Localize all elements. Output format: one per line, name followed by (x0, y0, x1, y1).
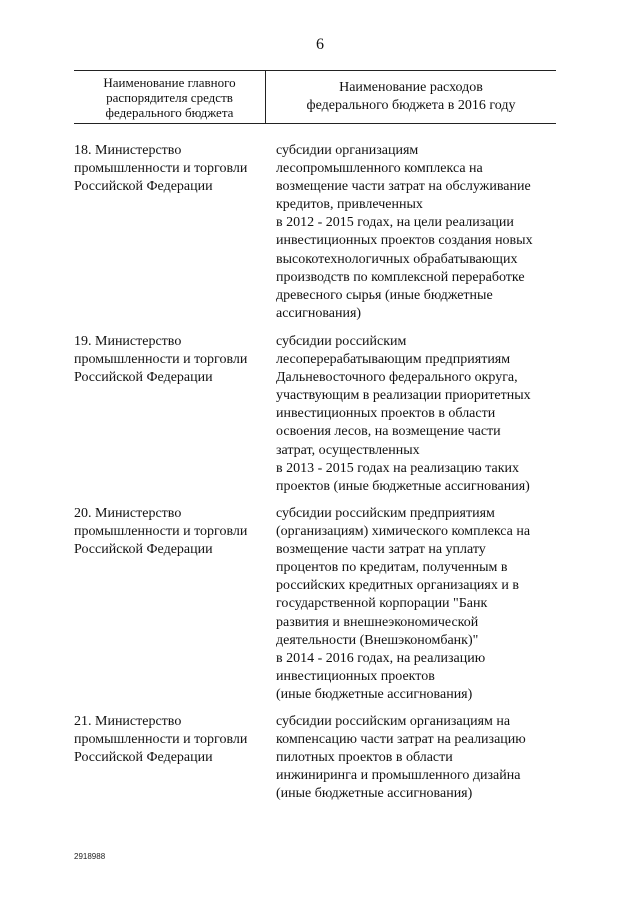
page-number: 6 (316, 36, 324, 53)
expense-description: субсидии российским лесоперерабатывающим предприятиям Дальневосточного федерального округа, участвующим в реализации приоритетных инвестиционных проектов в области освоения лесов, на возмещение части затрат, осуществленных в 2013 - 2015 годах на реализацию таких проектов (иные бюджетные ассигнования) (276, 334, 531, 494)
ministry-name: 19. Министерство промышленности и торговли Российской Федерации (74, 334, 248, 385)
header-column-expenses: Наименование расходов федерального бюджета в 2016 году (306, 80, 516, 113)
ministry-name: 18. Министерство промышленности и торговли Российской Федерации (74, 143, 248, 194)
document-code: 2918988 (74, 852, 106, 861)
table-header (74, 70, 556, 124)
ministry-name: 20. Министерство промышленности и торговли Российской Федерации (74, 506, 248, 557)
ministry-name: 21. Министерство промышленности и торговли Российской Федерации (74, 714, 248, 765)
header-column-distributor: Наименование главного распорядителя средств федерального бюджета (103, 74, 236, 120)
expense-description: субсидии российским организациям на компенсацию части затрат на реализацию пилотных проектов в области инжиниринга и промышленного дизайна (иные бюджетные ассигнования) (276, 714, 526, 802)
expense-description: субсидии российским предприятиям (организациям) химического комплекса на возмещение части затрат на уплату процентов по кредитам, полученным в российских кредитных организациях и в государственной корпорации "Банк развития и внешнеэкономической деятельности (Внешэкономбанк)" в 2014 - 2016 годах, на реализацию инвестиционных проектов (иные бюджетные ассигнования) (276, 506, 531, 702)
expense-description: субсидии организациям лесопромышленного комплекса на возмещение части затрат на обслуживание кредитов, привлеченных в 2012 - 2015 годах, на цели реализации инвестиционных проектов создания новых высокотехнологичных обрабатывающих производств по комплексной переработке древесного сырья (иные бюджетные ассигнования) (276, 143, 533, 321)
